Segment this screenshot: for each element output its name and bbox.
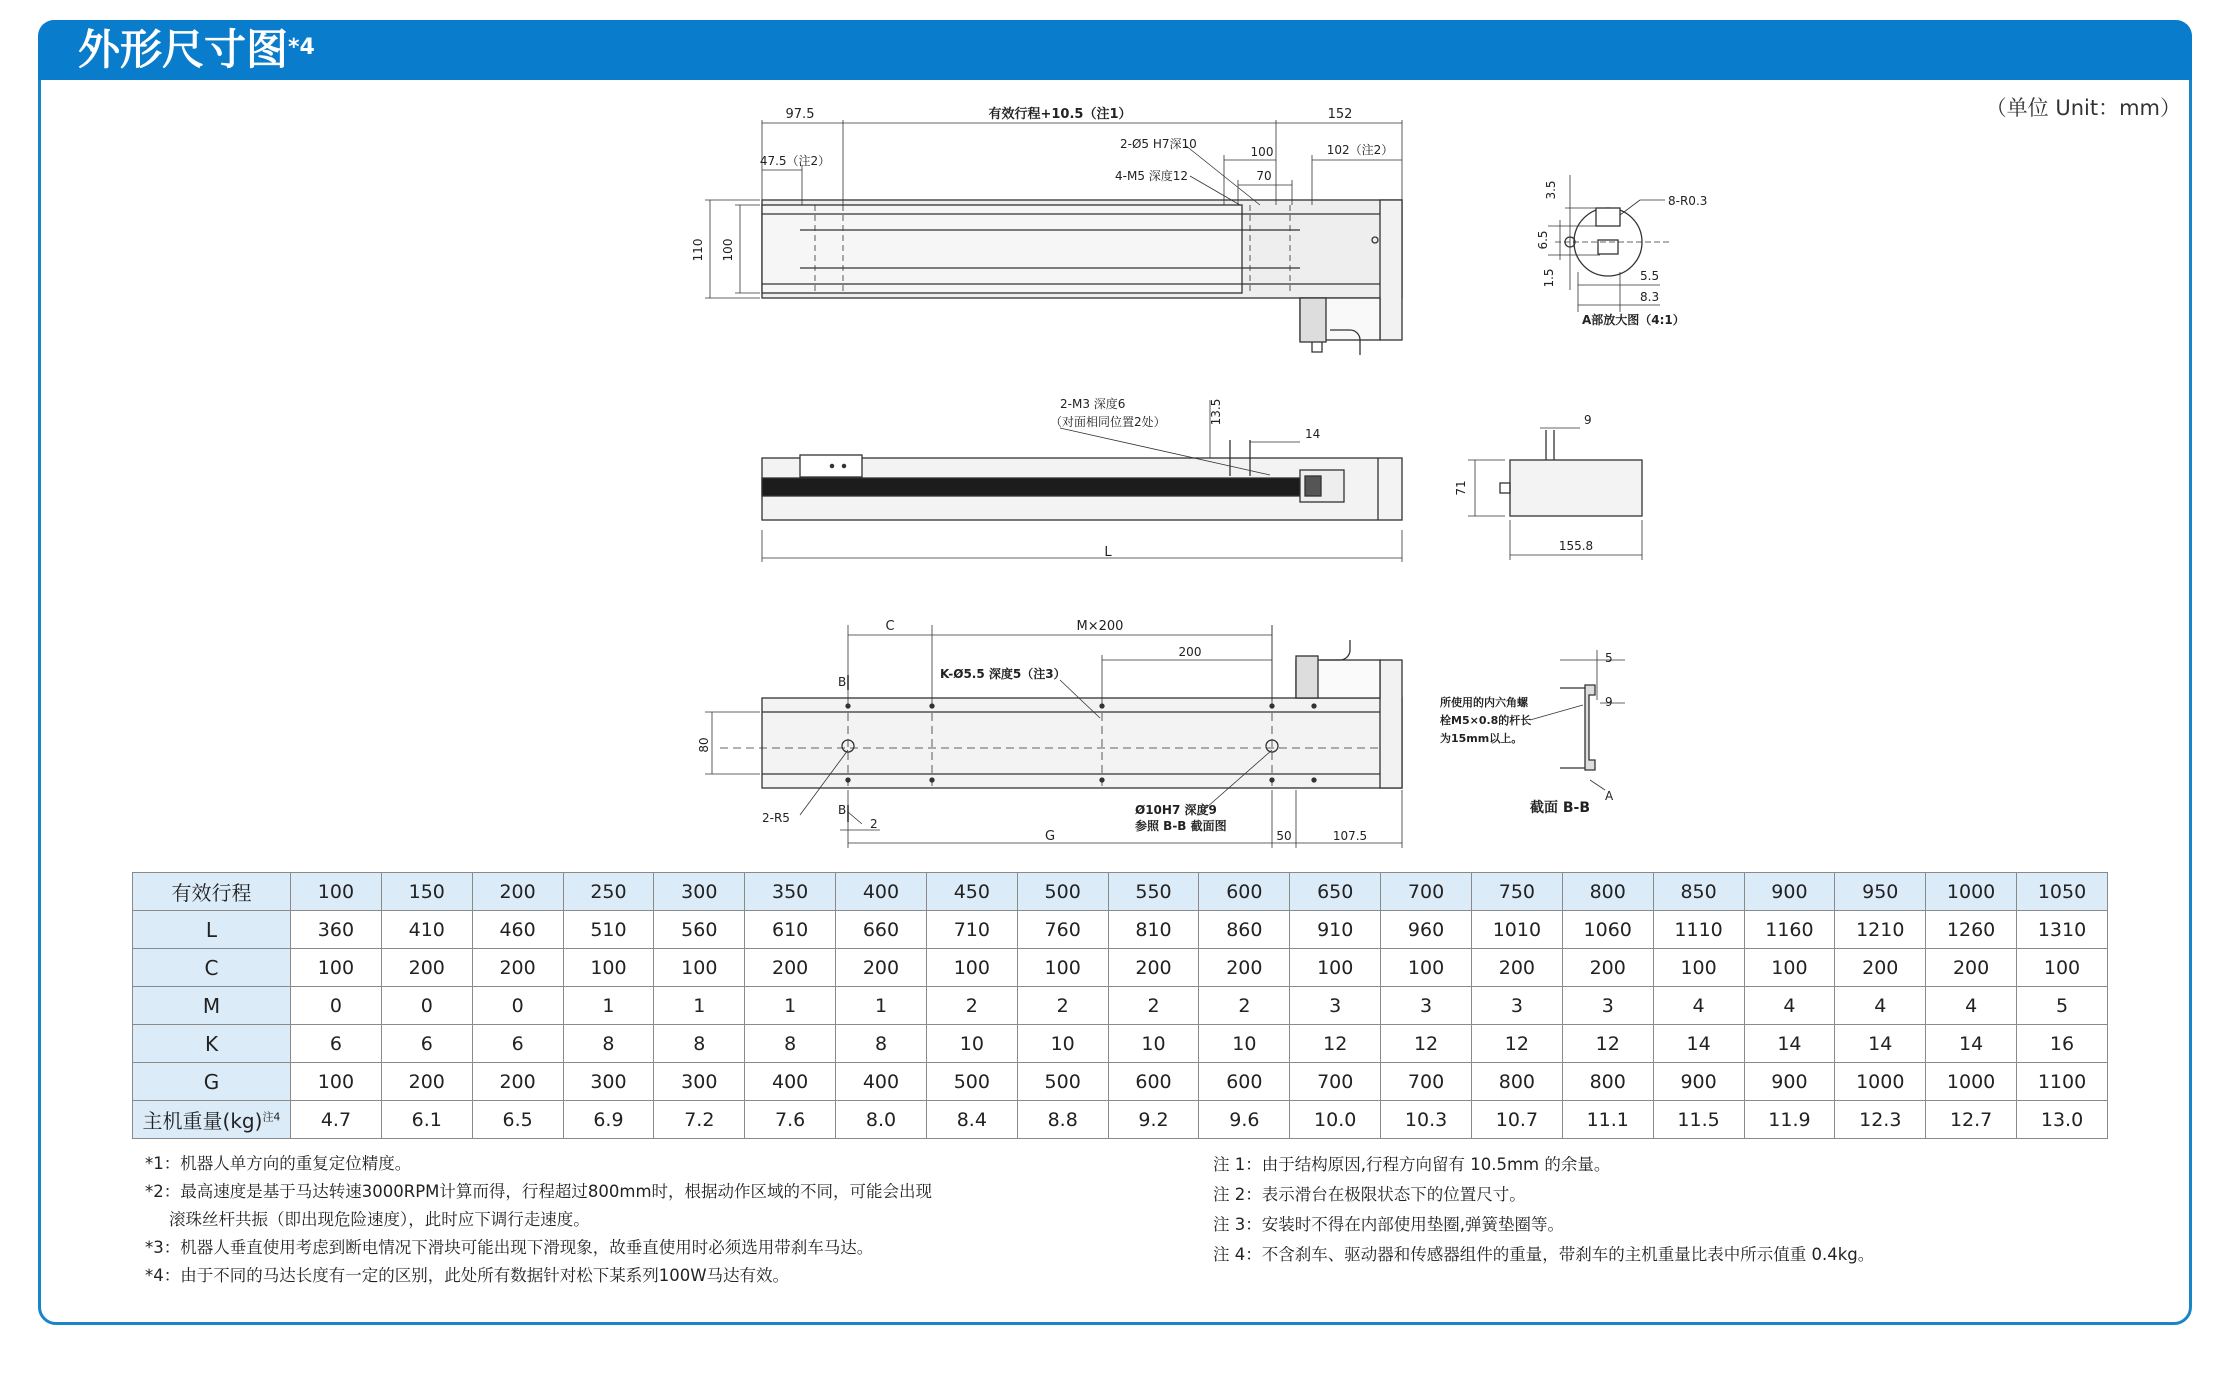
row-label-cell: 主机重量(kg)$^{注4}$ (133, 1101, 291, 1139)
table-cell: 610 (745, 911, 836, 949)
table-cell: 10.3 (1381, 1101, 1472, 1139)
table-cell: 12 (1471, 1025, 1562, 1063)
bb-dim-9: 9 (1605, 695, 1613, 709)
table-cell: 850 (1653, 873, 1744, 911)
table-cell: 12 (1381, 1025, 1472, 1063)
table-cell: 2 (1108, 987, 1199, 1025)
table-cell: 7.6 (745, 1101, 836, 1139)
dim-100-v: 100 (721, 238, 735, 262)
table-cell: 0 (291, 987, 382, 1025)
dim-152: 152 (1327, 107, 1353, 122)
b-mark-top: B (838, 675, 847, 689)
table-cell: 11.1 (1562, 1101, 1653, 1139)
row-label-cell: L (133, 911, 291, 949)
table-cell: 13.0 (2017, 1101, 2108, 1139)
table-cell: 510 (563, 911, 654, 949)
table-cell: 4.7 (291, 1101, 382, 1139)
table-cell: 400 (836, 873, 927, 911)
dim-5-5: 5.5 (1640, 269, 1660, 283)
table-cell: 800 (1471, 1063, 1562, 1101)
table-cell: 12 (1562, 1025, 1653, 1063)
table-cell: 200 (1471, 949, 1562, 987)
dim-102: 102（注2） (1326, 143, 1394, 157)
table-cell: 6 (472, 1025, 563, 1063)
m3-label-2: （对面相同位置2处） (1050, 415, 1166, 429)
table-cell: 14 (1926, 1025, 2017, 1063)
dim-G: G (1044, 829, 1056, 844)
table-cell: 1060 (1562, 911, 1653, 949)
dim-50: 50 (1276, 829, 1292, 843)
table-header-row (133, 873, 2108, 911)
table-cell: 1000 (1926, 1063, 2017, 1101)
table-cell: 560 (654, 911, 745, 949)
table-cell: 660 (836, 911, 927, 949)
table-cell: 12 (1290, 1025, 1381, 1063)
table-row (133, 1025, 2108, 1063)
table-cell: 100 (1653, 949, 1744, 987)
dim-47-5: 47.5（注2） (759, 154, 831, 168)
table-cell: 860 (1199, 911, 1290, 949)
dim-3-5: 3.5 (1544, 180, 1558, 200)
row-label-cell: K (133, 1025, 291, 1063)
table-cell: 9.2 (1108, 1101, 1199, 1139)
hole-label-1: 2-Ø5 H7深10 (1120, 137, 1197, 151)
table-cell: 7.2 (654, 1101, 745, 1139)
table-cell: 950 (1835, 873, 1926, 911)
dim-107-5: 107.5 (1332, 829, 1368, 843)
table-cell: 3 (1381, 987, 1472, 1025)
table-cell: 2 (926, 987, 1017, 1025)
table-cell: 14 (1835, 1025, 1926, 1063)
table-cell: 4 (1744, 987, 1835, 1025)
table-cell: 16 (2017, 1025, 2108, 1063)
table-cell: 600 (1199, 873, 1290, 911)
row-label-cell: G (133, 1063, 291, 1101)
table-cell: 300 (654, 873, 745, 911)
table-cell: 12.7 (1926, 1101, 2017, 1139)
table-cell: 14 (1653, 1025, 1744, 1063)
table-cell: 500 (1017, 873, 1108, 911)
table-cell: 8.0 (836, 1101, 927, 1139)
dim-C: C (885, 619, 895, 634)
note-left-2: *2：最高速度是基于马达转速3000RPM计算而得，行程超过800mm时，根据动作区域的不同，可能会出现 (145, 1182, 933, 1201)
table-cell: 1 (836, 987, 927, 1025)
table-cell: 200 (1926, 949, 2017, 987)
table-cell: 1260 (1926, 911, 2017, 949)
table-cell: 200 (381, 949, 472, 987)
table-cell: 700 (1381, 1063, 1472, 1101)
table-cell: 400 (745, 1063, 836, 1101)
table-cell: 250 (563, 873, 654, 911)
table-cell: 650 (1290, 873, 1381, 911)
notes-right (1213, 1150, 1874, 1270)
table-cell: 200 (472, 873, 563, 911)
bolt-note-2: 栓M5×0.8的杆长 (1440, 714, 1532, 727)
table-cell: 600 (1108, 1063, 1199, 1101)
table-cell: 14 (1744, 1025, 1835, 1063)
table-cell: 200 (381, 1063, 472, 1101)
table-cell: 200 (1108, 949, 1199, 987)
table-cell: 4 (1926, 987, 2017, 1025)
table-cell: 6 (381, 1025, 472, 1063)
table-cell: 6.9 (563, 1101, 654, 1139)
dim-70: 70 (1256, 169, 1272, 183)
note-left-4: *3：机器人垂直使用考虑到断电情况下滑块可能出现下滑现象，故垂直使用时必须选用带刹车马达。 (145, 1238, 874, 1257)
table-cell: 100 (926, 949, 1017, 987)
dim-L: L (1104, 545, 1112, 560)
dim-97-5: 97.5 (785, 107, 815, 122)
table-cell: 1210 (1835, 911, 1926, 949)
table-cell: 6 (291, 1025, 382, 1063)
pin-label-1: Ø10H7 深度9 (1135, 803, 1217, 817)
table-row (133, 987, 2108, 1025)
table-cell: 800 (1562, 873, 1653, 911)
table-cell: 10 (1108, 1025, 1199, 1063)
dim-14: 14 (1305, 427, 1321, 441)
table-cell: 1000 (1926, 873, 2017, 911)
hole-label-2: 4-M5 深度12 (1115, 169, 1189, 183)
note-right-3: 注 3：安装时不得在内部使用垫圈,弹簧垫圈等。 (1213, 1215, 1564, 1234)
table-cell: 100 (1017, 949, 1108, 987)
dim-13-5: 13.5 (1209, 398, 1223, 426)
table-cell: 700 (1381, 873, 1472, 911)
table-cell: 8 (836, 1025, 927, 1063)
table-cell: 200 (745, 949, 836, 987)
dim-1-5: 1.5 (1542, 268, 1556, 288)
table-cell: 200 (472, 949, 563, 987)
table-cell: 760 (1017, 911, 1108, 949)
table-cell: 2 (1017, 987, 1108, 1025)
table-cell: 100 (2017, 949, 2108, 987)
table-row (133, 1063, 2108, 1101)
table-row (133, 911, 2108, 949)
bb-dim-5: 5 (1605, 651, 1613, 665)
table-cell: 550 (1108, 873, 1199, 911)
bolt-note-1: 所使用的内六角螺 (1440, 696, 1528, 709)
table-cell: 100 (291, 1063, 382, 1101)
table-cell: 800 (1562, 1063, 1653, 1101)
table-cell: 1110 (1653, 911, 1744, 949)
dim-8-3: 8.3 (1640, 290, 1660, 304)
row-label-cell: M (133, 987, 291, 1025)
table-cell: 1050 (2017, 873, 2108, 911)
table-cell: 8 (745, 1025, 836, 1063)
table-cell: 0 (472, 987, 563, 1025)
table-cell: 1100 (2017, 1063, 2108, 1101)
table-cell: 10 (1199, 1025, 1290, 1063)
dim-100: 100 (1250, 145, 1274, 159)
table-cell: 1 (563, 987, 654, 1025)
note-left-1: *1：机器人单方向的重复定位精度。 (145, 1154, 412, 1173)
table-cell: 1160 (1744, 911, 1835, 949)
table-cell: 910 (1290, 911, 1381, 949)
table-cell: 200 (836, 949, 927, 987)
table-cell: 350 (745, 873, 836, 911)
bb-a-label: A (1605, 789, 1614, 803)
table-cell: 11.9 (1744, 1101, 1835, 1139)
dim-Mx200: M×200 (1076, 619, 1124, 634)
table-cell: 100 (291, 949, 382, 987)
table-cell: 10.7 (1471, 1101, 1562, 1139)
table-cell: 8 (563, 1025, 654, 1063)
dim-2: 2 (870, 817, 878, 831)
dim-6-5: 6.5 (1536, 230, 1550, 250)
table-cell: 4 (1835, 987, 1926, 1025)
table-cell: 0 (381, 987, 472, 1025)
r-label: 8-R0.3 (1668, 194, 1708, 208)
table-cell: 100 (1381, 949, 1472, 987)
table-cell: 100 (291, 873, 382, 911)
table-cell: 450 (926, 873, 1017, 911)
table-cell: 300 (654, 1063, 745, 1101)
dim-stroke: 有效行程+10.5（注1） (988, 107, 1132, 122)
table-cell: 700 (1290, 1063, 1381, 1101)
table-cell: 10.0 (1290, 1101, 1381, 1139)
r5-label: 2-R5 (762, 811, 790, 825)
pin-label-2: 参照 B-B 截面图 (1135, 819, 1227, 833)
table-cell: 100 (654, 949, 745, 987)
dim-200: 200 (1178, 645, 1202, 659)
table-cell: 1310 (2017, 911, 2108, 949)
detail-a-caption: A部放大图（4:1） (1582, 313, 1685, 327)
bolt-note-3: 为15mm以上。 (1440, 732, 1523, 745)
table-cell: 3 (1290, 987, 1381, 1025)
end-dim-155-8: 155.8 (1558, 539, 1594, 553)
table-cell: 400 (836, 1063, 927, 1101)
unit-label: （单位 Unit：mm） (1985, 96, 2181, 120)
end-view (1468, 428, 1642, 560)
table-cell: 200 (1199, 949, 1290, 987)
table-cell: 1010 (1471, 911, 1562, 949)
table-cell: 300 (563, 1063, 654, 1101)
table-cell: 1 (654, 987, 745, 1025)
table-cell: 600 (1199, 1063, 1290, 1101)
table-cell: 710 (926, 911, 1017, 949)
end-dim-71: 71 (1454, 480, 1468, 496)
table-cell: 750 (1471, 873, 1562, 911)
table-cell: 460 (472, 911, 563, 949)
row-label-cell: C (133, 949, 291, 987)
section-title: 外形尺寸图$^{*4}$ (78, 25, 315, 74)
note-right-2: 注 2：表示滑台在极限状态下的位置尺寸。 (1213, 1185, 1526, 1204)
table-cell: 10 (1017, 1025, 1108, 1063)
notes-left (145, 1150, 932, 1290)
table-cell: 6.1 (381, 1101, 472, 1139)
table-cell: 10 (926, 1025, 1017, 1063)
table-cell: 500 (1017, 1063, 1108, 1101)
table-cell: 12.3 (1835, 1101, 1926, 1139)
note-left-3: 滚珠丝杆共振（即出现危险速度），此时应下调行走速度。 (169, 1210, 590, 1229)
table-cell: 6.5 (472, 1101, 563, 1139)
table-cell: 500 (926, 1063, 1017, 1101)
spec-table (132, 872, 2108, 1139)
dim-80: 80 (697, 737, 711, 753)
table-cell: 100 (1290, 949, 1381, 987)
end-dim-9: 9 (1584, 413, 1592, 427)
table-cell: 8 (654, 1025, 745, 1063)
table-row (133, 1101, 2108, 1139)
row-label-cell: 有效行程 (133, 873, 291, 911)
m3-label-1: 2-M3 深度6 (1060, 397, 1126, 411)
table-cell: 200 (1835, 949, 1926, 987)
table-cell: 900 (1744, 873, 1835, 911)
table-cell: 11.5 (1653, 1101, 1744, 1139)
table-cell: 100 (563, 949, 654, 987)
table-cell: 150 (381, 873, 472, 911)
table-cell: 8.4 (926, 1101, 1017, 1139)
table-cell: 900 (1744, 1063, 1835, 1101)
note-right-1: 注 1：由于结构原因,行程方向留有 10.5mm 的余量。 (1213, 1155, 1611, 1174)
k-label: K-Ø5.5 深度5（注3） (940, 667, 1066, 681)
table-cell: 200 (1562, 949, 1653, 987)
table-cell: 960 (1381, 911, 1472, 949)
table-row (133, 949, 2108, 987)
table-cell: 5 (2017, 987, 2108, 1025)
table-cell: 2 (1199, 987, 1290, 1025)
section-bb-caption: 截面 B-B (1530, 800, 1591, 816)
table-cell: 200 (472, 1063, 563, 1101)
table-cell: 3 (1562, 987, 1653, 1025)
section-bb-view (1530, 650, 1625, 790)
table-cell: 4 (1653, 987, 1744, 1025)
table-cell: 360 (291, 911, 382, 949)
dim-110: 110 (691, 238, 705, 262)
bottom-view (705, 625, 1402, 848)
table-cell: 1000 (1835, 1063, 1926, 1101)
table-cell: 9.6 (1199, 1101, 1290, 1139)
table-cell: 1 (745, 987, 836, 1025)
table-cell: 810 (1108, 911, 1199, 949)
b-mark-bottom: B (838, 803, 847, 817)
note-left-5: *4：由于不同的马达长度有一定的区别，此处所有数据针对松下某系列100W马达有效。 (145, 1266, 790, 1285)
table-cell: 3 (1471, 987, 1562, 1025)
table-cell: 900 (1653, 1063, 1744, 1101)
table-cell: 8.8 (1017, 1101, 1108, 1139)
note-right-4: 注 4：不含刹车、驱动器和传感器组件的重量，带刹车的主机重量比表中所示值重 0.4kg。 (1213, 1245, 1875, 1264)
table-cell: 410 (381, 911, 472, 949)
table-cell: 100 (1744, 949, 1835, 987)
